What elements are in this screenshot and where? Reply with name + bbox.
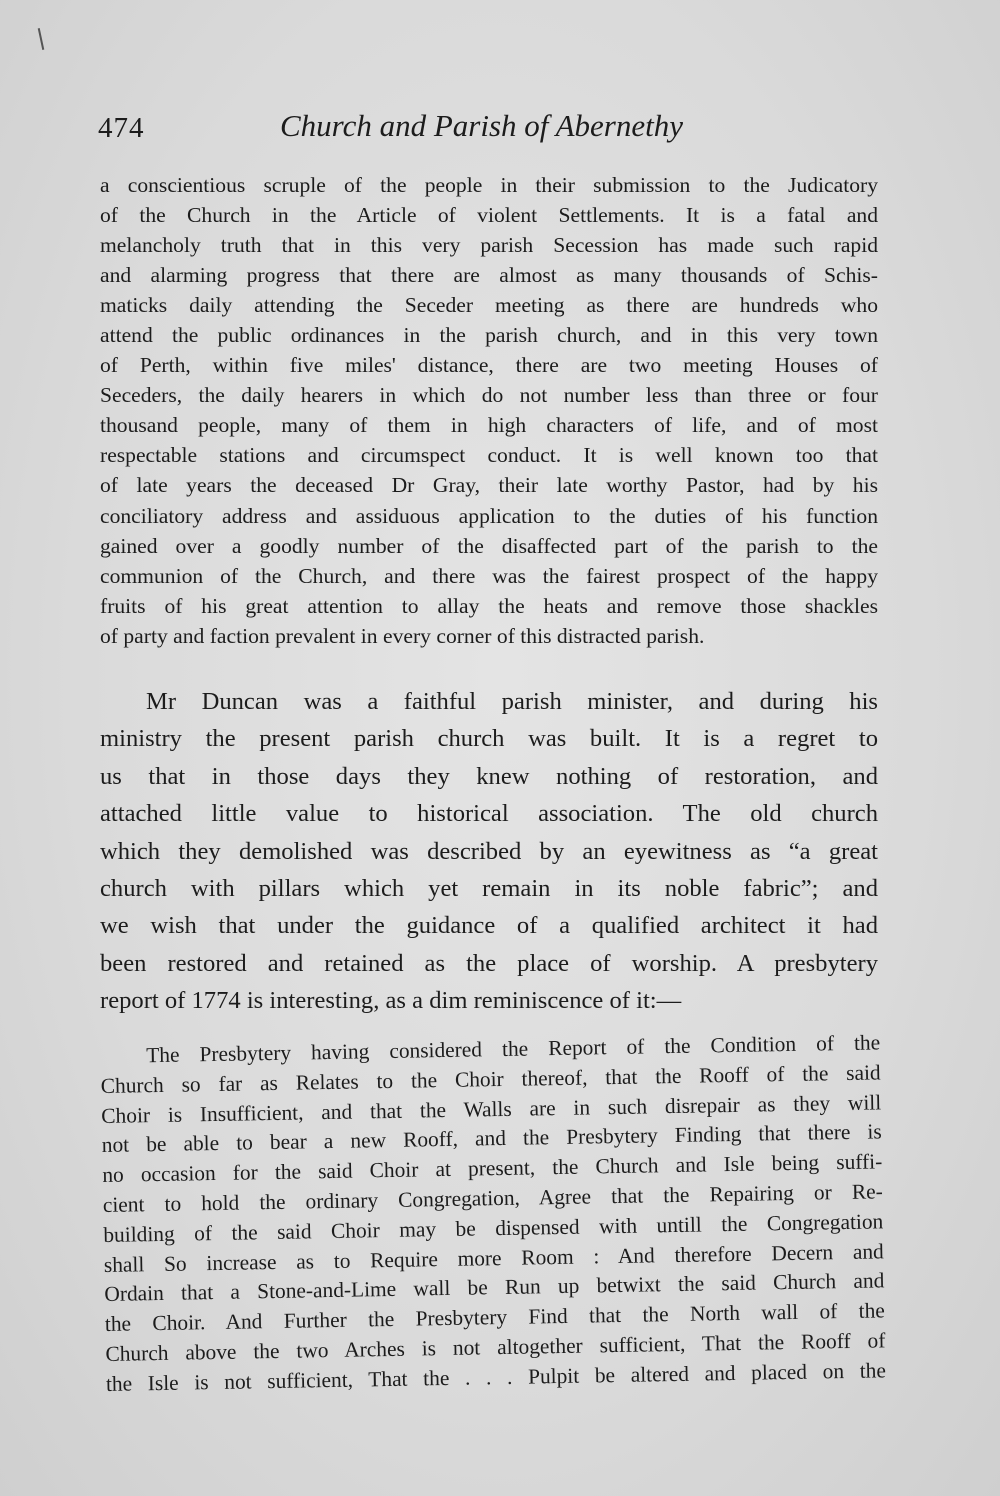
text-line: of Perth, within five miles' distance, there are two meeting Houses of (100, 353, 878, 378)
text-line: ministry the present parish church was built. It is a regret to (100, 725, 878, 753)
text-line: Church above the two Arches is not altogether sufficient, That the Rooff of (105, 1328, 886, 1366)
text-line: and alarming progress that there are almost as many thousands of Schis- (100, 263, 878, 288)
text-line: Church so far as Relates to the Choir thereof, that the Rooff of the said (100, 1060, 881, 1098)
page-number: 474 (98, 112, 145, 144)
text-line: Mr Duncan was a faithful parish minister, and during his (146, 688, 878, 715)
text-line: melancholy truth that in this very parish Secession has made such rapid (100, 233, 878, 258)
text-line: a conscientious scruple of the people in their submission to the Judicatory (100, 173, 878, 197)
text-line: Seceders, the daily hearers in which do not number less than three or four (100, 383, 878, 408)
text-line: of late years the deceased Dr Gray, their late worthy Pastor, had by his (100, 473, 878, 498)
text-line: Choir is Insufficient, and that the Walls are in such disrepair as they will (101, 1089, 882, 1128)
text-line: cient to hold the ordinary Congregation, Agree that the Repairing or Re- (102, 1179, 883, 1217)
text-line: of party and faction prevalent in every corner of this distracted parish. (100, 623, 705, 648)
text-line: communion of the Church, and there was the fairest prospect of the happy (100, 563, 878, 588)
quoted-extract-petition (100, 170, 878, 651)
text-line: maticks daily attending the Seceder meeting as there are hundreds who (100, 293, 878, 318)
text-line: the Isle is not sufficient, That the . . . Pulpit be altered and placed on the (105, 1358, 887, 1396)
quoted-extract-presbytery-report (100, 1028, 886, 1399)
text-line: fruits of his great attention to allay the heats and remove those shackles (100, 593, 878, 618)
text-line: report of 1774 is interesting, as a dim reminiscence of it:— (100, 987, 682, 1015)
text-line: the Choir. And Further the Presbytery Find that the North wall of the (104, 1298, 886, 1337)
text-line: gained over a goodly number of the disaffected part of the parish to the (100, 533, 878, 558)
text-line: no occasion for the said Choir at present, the Church and Isle being suffi- (102, 1149, 883, 1188)
text-line: we wish that under the guidance of a qualified architect it had (100, 912, 878, 940)
text-line: Ordain that a Stone-and-Lime wall be Run up betwixt the said Church and (104, 1268, 885, 1307)
page-header (98, 108, 898, 152)
margin-pencil-mark (38, 28, 45, 50)
body-paragraph (100, 683, 878, 1020)
text-line: shall So increase as to Require more Room : And therefore Decern and (103, 1238, 884, 1277)
text-line: which they demolished was described by an eyewitness as “a great (100, 837, 878, 865)
text-line: of the Church in the Article of violent Settlements. It is a fatal and (100, 203, 878, 228)
text-line: attend the public ordinances in the parish church, and in this very town (100, 323, 878, 348)
text-line: church with pillars which yet remain in its noble fabric”; and (100, 874, 878, 902)
text-line: The Presbytery having considered the Report of the Condition of the (146, 1030, 881, 1068)
text-line: thousand people, many of them in high characters of life, and of most (100, 413, 878, 438)
text-line: us that in those days they knew nothing of restoration, and (100, 762, 878, 790)
text-line: conciliatory address and assiduous application to the duties of his function (100, 503, 878, 528)
running-title: Church and Parish of Abernethy (280, 108, 683, 143)
text-line: building of the said Choir may be dispensed with untill the Congregation (103, 1209, 884, 1247)
text-line: respectable stations and circumspect conduct. It is well known too that (100, 443, 878, 468)
text-line: not be able to bear a new Rooff, and the Presbytery Finding that there is (101, 1119, 882, 1158)
text-line: been restored and retained as the place of worship. A presbytery (100, 949, 878, 977)
text-line: attached little value to historical association. The old church (100, 800, 878, 828)
